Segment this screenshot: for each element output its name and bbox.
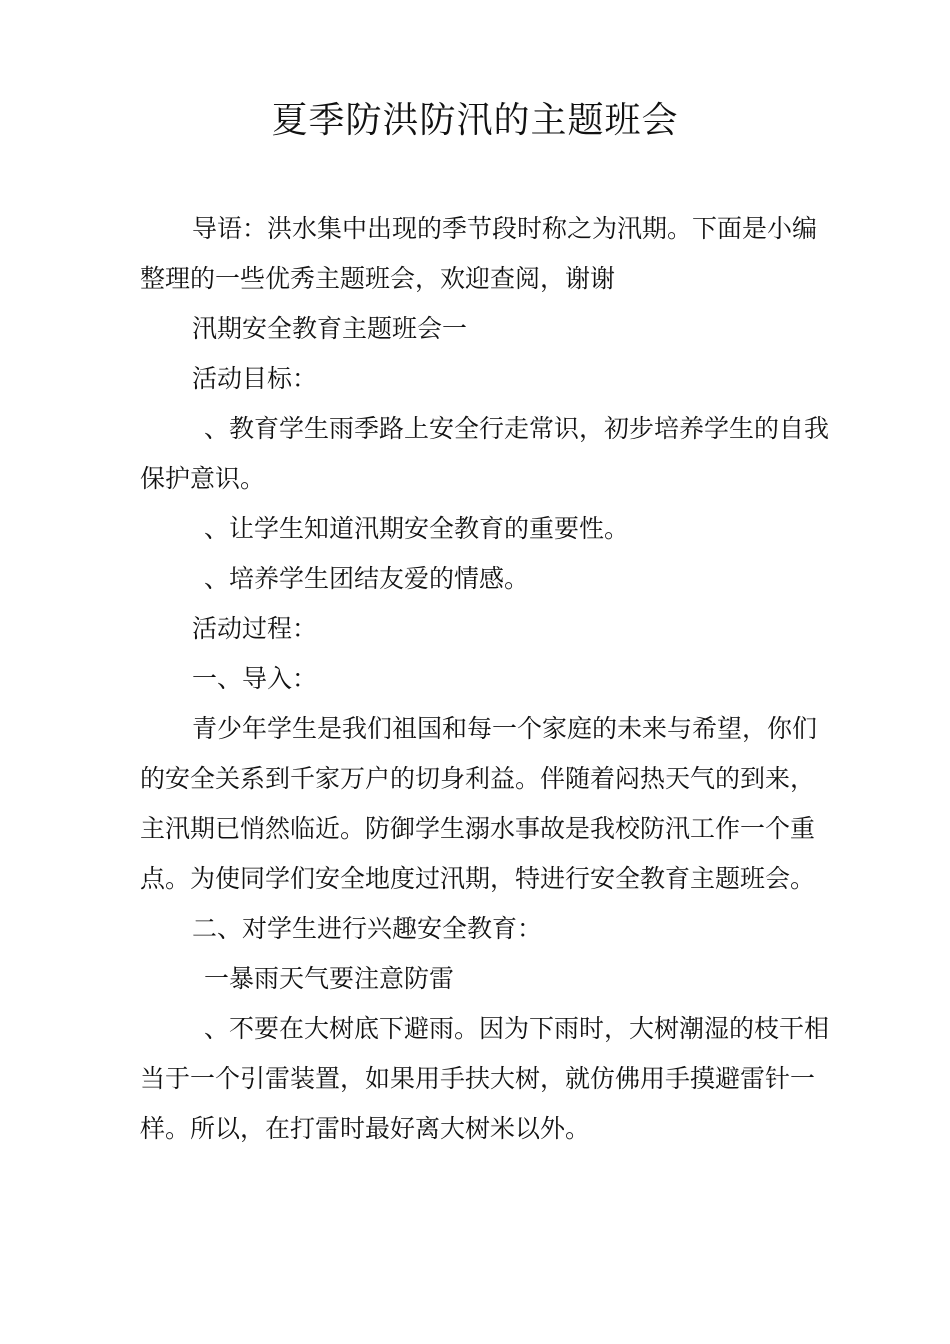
objective-item: 、培养学生团结友爱的情感。 bbox=[204, 564, 530, 593]
objective-item: 、让学生知道汛期安全教育的重要性。 bbox=[204, 514, 630, 543]
document-body bbox=[140, 204, 830, 1154]
step-heading: 二、对学生进行兴趣安全教育： bbox=[192, 914, 543, 943]
section-heading: 汛期安全教育主题班会一 bbox=[192, 314, 468, 343]
objectives-heading: 活动目标： bbox=[192, 364, 318, 393]
intro-paragraph: 导语：洪水集中出现的季节段时称之为汛期。下面是小编整理的一些优秀主题班会，欢迎查阅，谢谢 bbox=[140, 214, 818, 293]
document-title: 夏季防洪防汛的主题班会 bbox=[271, 100, 679, 141]
body-paragraph: 青少年学生是我们祖国和每一个家庭的未来与希望，你们的安全关系到千家万户的切身利益。伴随着闷热天气的到来，主汛期已悄然临近。防御学生溺水事故是我校防汛工作一个重点。为使同学们安全地度过汛期，特进行安全教育主题班会。 bbox=[140, 714, 818, 893]
step-heading: 一、导入： bbox=[192, 664, 318, 693]
objective-item: 、教育学生雨季路上安全行走常识，初步培养学生的自我保护意识。 bbox=[140, 414, 830, 493]
body-paragraph: 、不要在大树底下避雨。因为下雨时，大树潮湿的枝干相当于一个引雷装置，如果用手扶大树，就仿佛用手摸避雷针一样。所以，在打雷时最好离大树米以外。 bbox=[140, 1014, 830, 1143]
process-heading: 活动过程： bbox=[192, 614, 318, 643]
subsection-heading: 一暴雨天气要注意防雷 bbox=[204, 964, 455, 993]
